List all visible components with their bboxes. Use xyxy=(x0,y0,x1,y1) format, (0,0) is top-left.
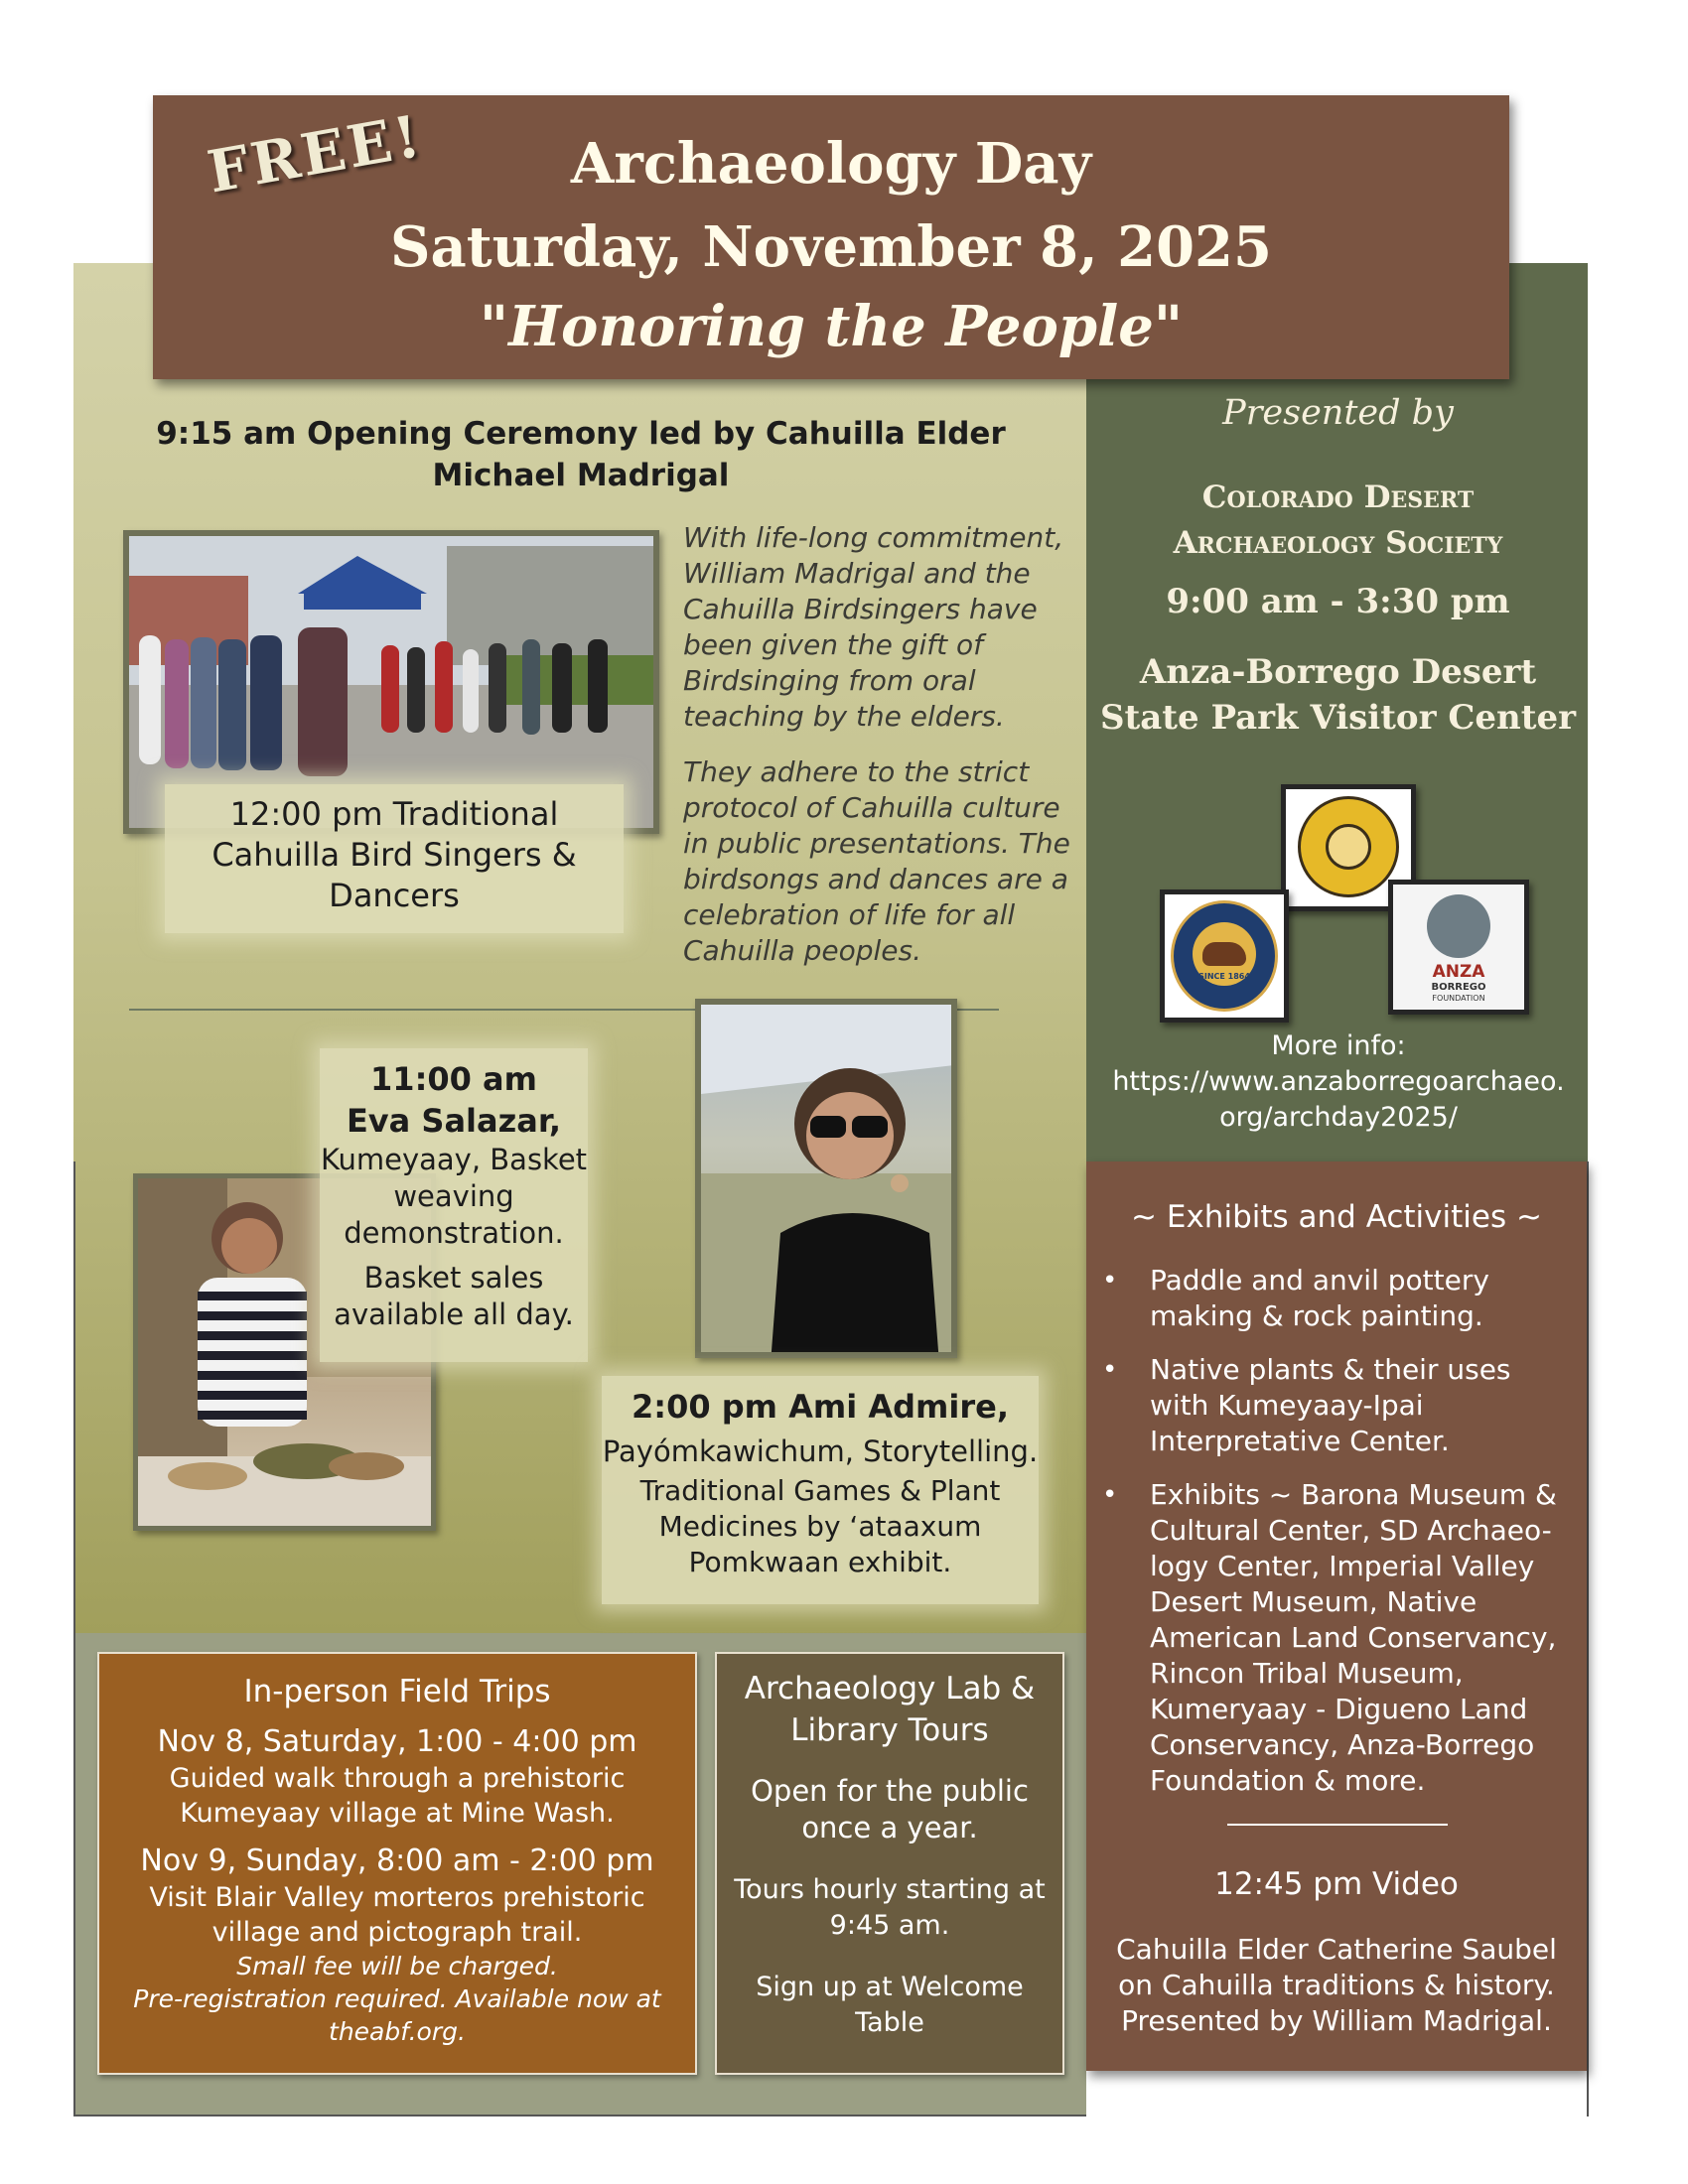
ami-admire-photo xyxy=(695,999,957,1358)
ami-photo-illustration xyxy=(701,1005,957,1358)
abf-logo-line-2: BORREGO xyxy=(1431,982,1486,993)
abf-logo-line-1: ANZA xyxy=(1432,962,1485,982)
field-trips-title: In-person Field Trips xyxy=(243,1674,551,1709)
bighorn-sheep-icon xyxy=(1427,894,1490,958)
lab-tours-hourly: Tours hourly starting at 9:45 am. xyxy=(734,1874,1046,1941)
frame-border-right xyxy=(1587,1161,1589,2116)
birdsingers-description-1: With life-long commitment, William Madrigal and the Cahuilla Birdsingers have been given the gift of Birdsinging from oral teaching by the elders. xyxy=(683,521,1064,733)
california-state-parks-logo xyxy=(1160,889,1289,1023)
ami-admire-label xyxy=(602,1376,1039,1604)
grizzly-bear-icon xyxy=(1202,942,1246,966)
free-stamp: FREE! xyxy=(203,101,428,206)
event-title: Archaeology Day xyxy=(570,131,1092,197)
lab-tours-panel xyxy=(715,1652,1064,2075)
field-trips-panel xyxy=(97,1652,697,2075)
event-venue xyxy=(1092,649,1584,741)
frame-border-left xyxy=(73,1161,75,2116)
birdsingers-time-line-2: Cahuilla Bird Singers & xyxy=(211,836,577,874)
event-date: Saturday, November 8, 2025 xyxy=(390,214,1272,280)
opening-line-2: Michael Madrigal xyxy=(432,458,730,493)
exhibits-title: ~ Exhibits and Activities ~ xyxy=(1131,1199,1542,1235)
exhibit-item: • Paddle and anvil pottery making & rock painting. xyxy=(1150,1263,1567,1334)
opening-line-1: 9:15 am Opening Ceremony led by Cahuilla Elder xyxy=(156,416,1006,452)
trip-1-date: Nov 8, Saturday, 1:00 - 4:00 pm xyxy=(157,1724,637,1759)
more-info-label: More info: xyxy=(1271,1030,1406,1061)
birdsingers-time-line-3: Dancers xyxy=(329,877,460,914)
eva-description: Kumeyaay, Basket weaving demonstration. xyxy=(320,1143,588,1250)
venue-line-1: Anza-Borrego Desert xyxy=(1139,652,1537,692)
exhibits-panel xyxy=(1086,1161,1587,2071)
trip-1-description: Guided walk through a prehistoric Kumeyaay village at Mine Wash. xyxy=(169,1763,626,1829)
trip-preregistration-note: Pre-registration required. Available now at theabf.org. xyxy=(133,1984,661,2046)
birdsingers-description-2: They adhere to the strict protocol of Cahuilla culture in public presentations. The birdsongs and dances are a celebration of life for all Cahuilla peoples. xyxy=(683,755,1070,967)
ami-description: Payómkawichum, Storytelling. xyxy=(602,1434,1039,1468)
venue-line-2: State Park Visitor Center xyxy=(1099,698,1576,738)
exhibit-item: • Native plants & their uses with Kumeyaay-Ipai Interpretative Center. xyxy=(1150,1352,1567,1459)
video-description: Cahuilla Elder Catherine Saubel on Cahuilla traditions & history. Presented by William Madrigal. xyxy=(1116,1933,1557,2037)
exhibit-item: • Exhibits ~ Barona Museum & Cultural Center, SD Archaeo-logy Center, Imperial Valley Desert Museum, Native American Land Conservancy, Rincon Tribal Museum, Kumeryaay - Digueno Land Conservancy, Anza-Borrego Foundation & more. xyxy=(1150,1477,1567,1799)
eva-basket-sales: Basket sales available all day. xyxy=(334,1261,574,1331)
event-theme: "Honoring the People" xyxy=(479,294,1184,359)
opening-ceremony xyxy=(139,413,1023,496)
lab-tours-title: Archaeology Lab & Library Tours xyxy=(744,1671,1036,1748)
more-info-url-line-1[interactable]: https://www.anzaborregoarchaeo. xyxy=(1112,1066,1565,1097)
trip-2-description: Visit Blair Valley morteros prehistoric village and pictograph trail. xyxy=(149,1882,645,1948)
exhibits-divider xyxy=(1227,1824,1448,1826)
trip-2-date: Nov 9, Sunday, 8:00 am - 2:00 pm xyxy=(140,1843,654,1878)
society-line-2: Archaeology Society xyxy=(1173,525,1503,561)
society-line-1: Colorado Desert xyxy=(1201,479,1475,515)
presented-by: Presented by xyxy=(1222,393,1454,433)
birdsingers-time-line-1: 12:00 pm Traditional xyxy=(229,795,559,833)
eva-name: Eva Salazar, xyxy=(346,1102,562,1140)
birdsingers-time-label xyxy=(165,784,624,933)
lab-tours-open: Open for the public once a year. xyxy=(751,1774,1029,1844)
cdas-logo-wheel-icon xyxy=(1326,824,1371,870)
abf-logo-line-3: FOUNDATION xyxy=(1432,994,1485,1003)
society-name xyxy=(1092,475,1584,566)
event-hours: 9:00 am - 3:30 pm xyxy=(1166,582,1510,621)
exhibits-list xyxy=(1150,1263,1567,1817)
csp-since: SINCE 1864 xyxy=(1198,972,1250,981)
anza-borrego-foundation-logo xyxy=(1388,880,1529,1015)
ami-games-exhibit: Traditional Games & Plant Medicines by ‘ataaxum Pomkwaan exhibit. xyxy=(639,1474,1001,1578)
eva-salazar-label xyxy=(320,1048,588,1362)
more-info-url-line-2[interactable]: org/archday2025/ xyxy=(1219,1102,1458,1133)
more-info xyxy=(1096,1028,1581,1136)
ami-title: 2:00 pm Ami Admire, xyxy=(632,1388,1009,1426)
video-time: 12:45 pm Video xyxy=(1214,1866,1459,1902)
eva-time: 11:00 am xyxy=(370,1060,537,1098)
trip-fee-note: Small fee will be charged. xyxy=(236,1952,558,1980)
lab-tours-signup: Sign up at Welcome Table xyxy=(756,1972,1024,2038)
